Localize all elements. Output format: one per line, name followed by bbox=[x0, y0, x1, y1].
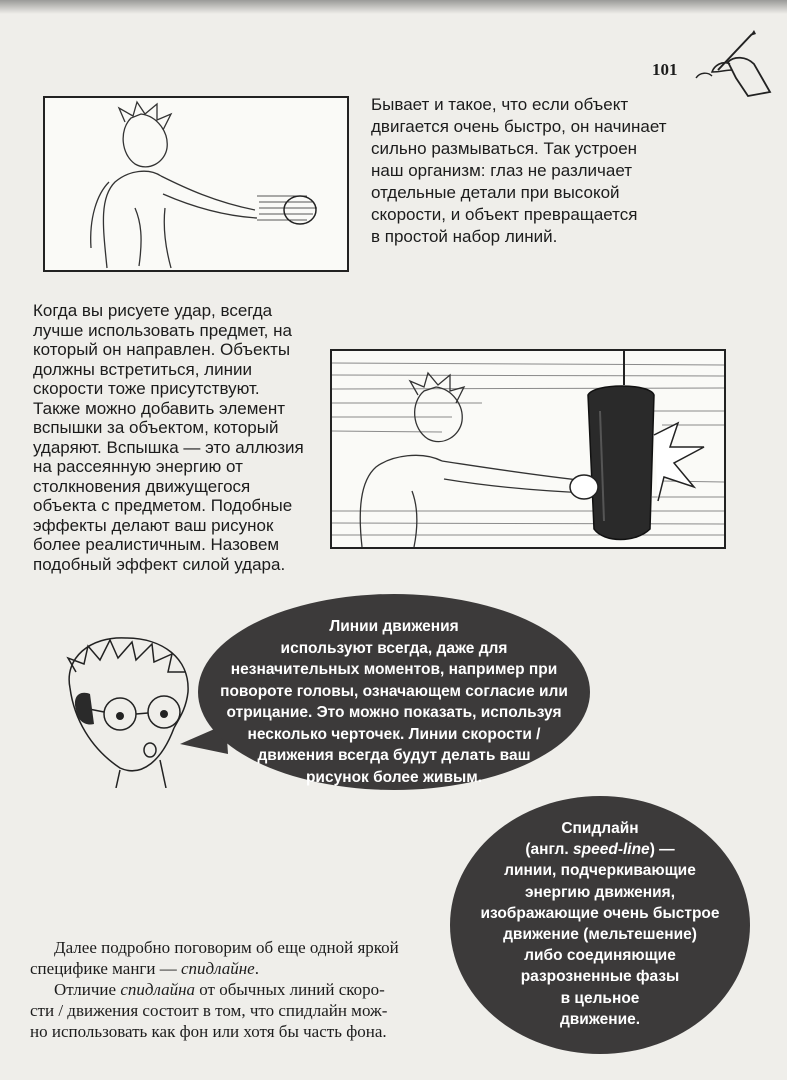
bubble-line: повороте головы, означающем согласие или bbox=[220, 682, 568, 700]
body-line: Далее подробно поговорим об еще одной яркой bbox=[54, 938, 399, 957]
text-line: скорости, и объект превращается bbox=[371, 205, 638, 224]
definition-line: линии, подчеркивающие bbox=[504, 862, 696, 880]
manga-panel-punch-blur bbox=[43, 96, 349, 272]
text-line: Бывает и такое, что если объект bbox=[371, 95, 629, 114]
definition-line: движение (мельтешение) bbox=[503, 926, 697, 944]
bubble-line: отрицание. Это можно показать, используя bbox=[226, 704, 562, 721]
definition-line: энергию движения, bbox=[524, 883, 676, 901]
definition-line: изображающие очень быстрое bbox=[480, 904, 720, 922]
text-line: Также можно добавить элемент bbox=[33, 398, 286, 418]
glasses-character-illustration bbox=[50, 628, 210, 788]
bottom-body-text bbox=[30, 937, 432, 1042]
text-line: наш организм: глаз не различает bbox=[371, 161, 633, 180]
bubble-line: движения всегда будут делать ваш bbox=[257, 747, 531, 764]
text-line: лучше использовать предмет, на bbox=[33, 320, 292, 340]
intro-paragraph bbox=[371, 94, 667, 248]
text-line: подобный эффект силой удара. bbox=[33, 554, 286, 574]
punching-bag-illustration bbox=[332, 351, 724, 547]
text-line: ударяют. Вспышка — это аллюзия bbox=[33, 437, 304, 457]
bubble-line: несколько черточек. Линии скорости / bbox=[247, 725, 541, 743]
definition-line: движение. bbox=[559, 1010, 641, 1028]
text-line: должны встретиться, линии bbox=[33, 359, 252, 379]
body-line: специфике манги — спидлайне. bbox=[30, 959, 259, 978]
text-line: скорости тоже присутствуют. bbox=[33, 379, 260, 398]
page-number: 101 bbox=[652, 60, 678, 79]
body-line: сти / движения состоит в том, что спидлайн мож- bbox=[30, 1001, 388, 1020]
text-line: столкновения движущегося bbox=[33, 476, 251, 496]
text-line: вспышки за объектом, который bbox=[33, 418, 279, 437]
text-line: эффекты делают ваш рисунок bbox=[33, 515, 274, 535]
bubble-line: Линии движения bbox=[329, 618, 459, 635]
text-line: Когда вы рисуете удар, всегда bbox=[33, 301, 273, 320]
bubble-line: незначительных моментов, например при bbox=[230, 661, 558, 678]
manga-panel-punching-bag bbox=[330, 349, 726, 549]
text-line: который он направлен. Объекты bbox=[33, 340, 291, 359]
punch-blur-illustration bbox=[45, 98, 347, 270]
definition-line: либо соединяющие bbox=[524, 947, 676, 965]
definition-circle bbox=[450, 796, 750, 1054]
definition-term: Спидлайн bbox=[561, 820, 639, 837]
speech-bubble bbox=[198, 594, 590, 790]
text-line: более реалистичным. Назовем bbox=[33, 535, 280, 554]
bubble-line: рисунок более живым. bbox=[305, 768, 483, 786]
definition-line: в цельное bbox=[560, 989, 640, 1007]
bubble-line: используют всегда, даже для bbox=[280, 639, 508, 657]
text-line: на рассеянную энергию от bbox=[33, 457, 243, 476]
text-line: сильно размываться. Так устроен bbox=[371, 139, 638, 158]
page-top-shadow bbox=[0, 0, 787, 14]
text-line: в простой набор линий. bbox=[371, 227, 558, 246]
body-line: Отличие спидлайна от обычных линий скоро- bbox=[54, 980, 385, 999]
definition-line: разрозненные фазы bbox=[520, 968, 680, 986]
text-line: объекта с предметом. Подобные bbox=[33, 496, 293, 515]
text-line: отдельные детали при высокой bbox=[371, 183, 620, 202]
text-line: двигается очень быстро, он начинает bbox=[371, 117, 667, 136]
definition-origin: (англ. speed-line) — bbox=[525, 841, 675, 859]
body-line: но использовать как фон или хотя бы часть фона. bbox=[30, 1022, 387, 1041]
punch-paragraph bbox=[33, 301, 304, 574]
drawing-hand-icon bbox=[690, 20, 780, 100]
